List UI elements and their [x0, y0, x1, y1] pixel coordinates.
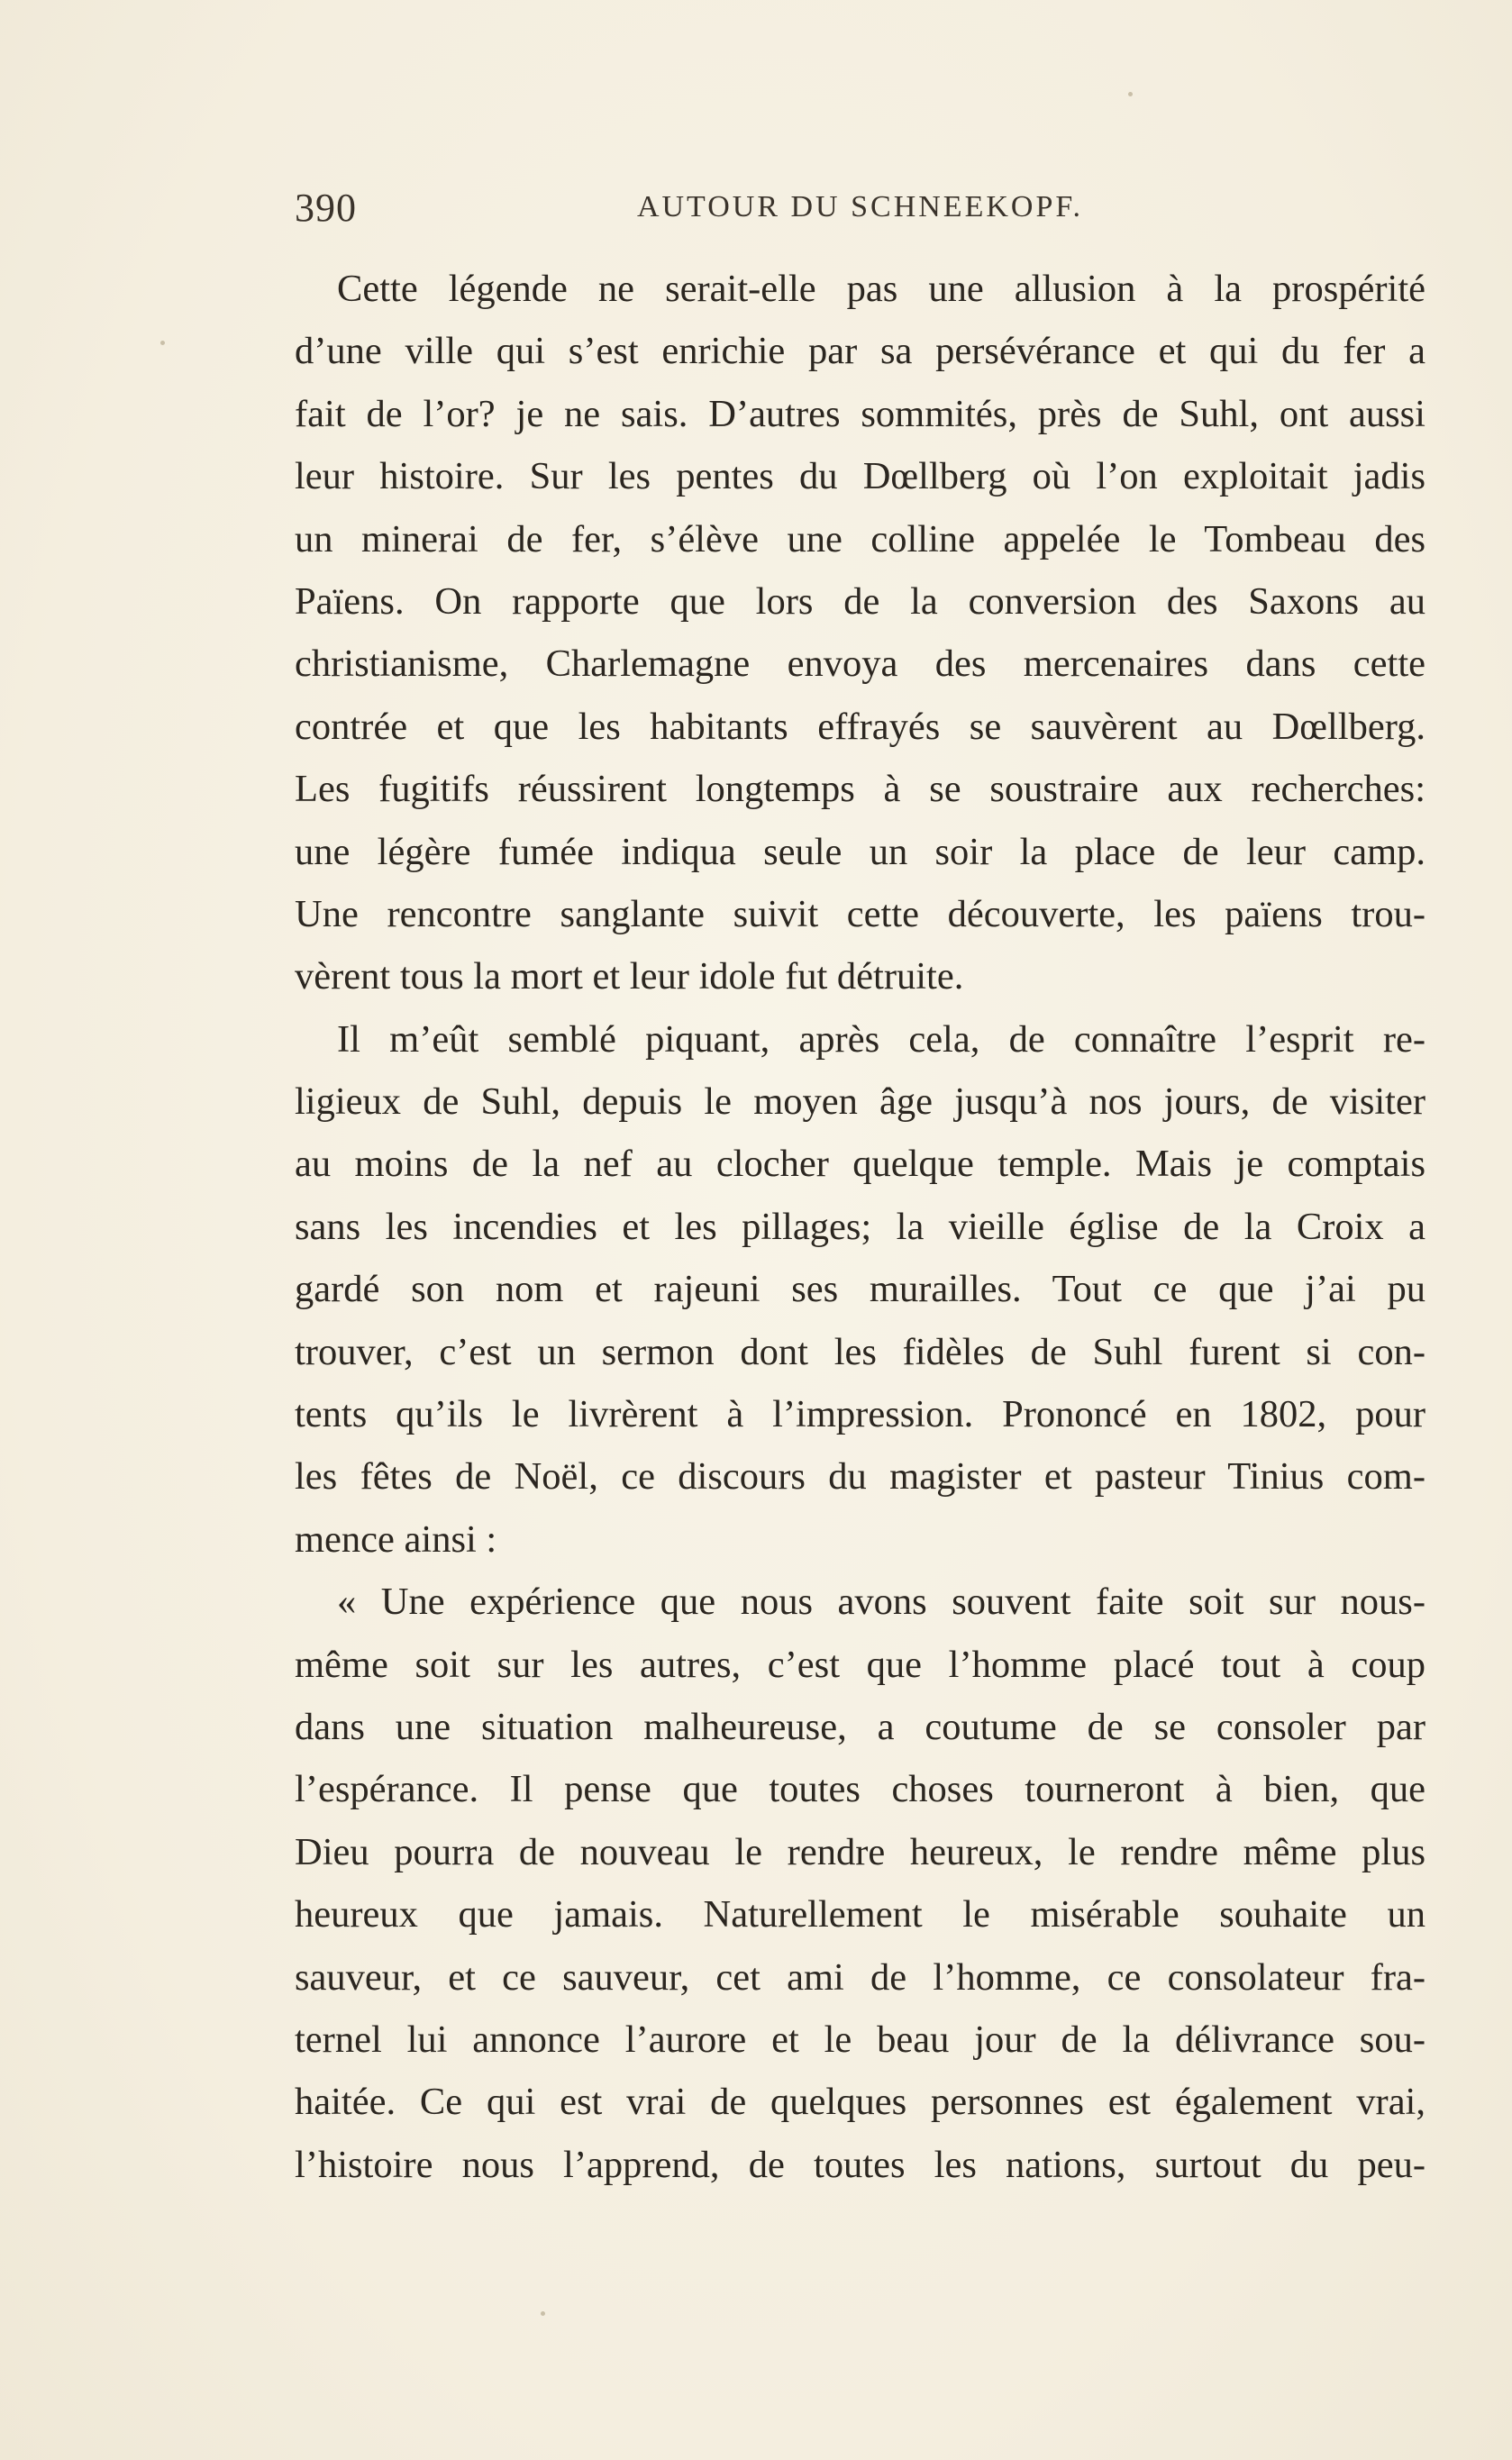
paper-speck — [541, 2311, 545, 2316]
text-line: même soit sur les autres, c’est que l’homme placé tout à coup — [295, 1643, 1425, 1686]
running-title: AUTOUR DU SCHNEEKOPF. — [636, 190, 1084, 223]
text-line: leur histoire. Sur les pentes du Dœllberg où l’on exploitait jadis — [295, 455, 1425, 498]
text-line: Les fugitifs réussirent longtemps à se soustraire aux recherches: — [295, 768, 1425, 811]
page-number: 390 — [295, 186, 357, 230]
text-line: heureux que jamais. Naturellement le misérable souhaite un — [295, 1893, 1425, 1936]
text-line: une légère fumée indiqua seule un soir la place de leur camp. — [295, 830, 1425, 873]
paragraph — [295, 258, 1425, 1008]
text-line: vèrent tous la mort et leur idole fut détruite. — [295, 955, 964, 998]
text-line: Une rencontre sanglante suivit cette découverte, les païens trou- — [295, 892, 1425, 935]
paragraph — [295, 1571, 1425, 2196]
text-line: Dieu pourra de nouveau le rendre heureux, le rendre même plus — [295, 1830, 1425, 1873]
text-line: Cette légende ne serait-elle pas une allusion à la prospérité — [337, 268, 1425, 310]
text-line: dans une situation malheureuse, a coutume de se consoler par — [295, 1705, 1425, 1748]
text-line: tents qu’ils le livrèrent à l’impression. Prononcé en 1802, pour — [295, 1393, 1425, 1436]
text-line: sans les incendies et les pillages; la vieille église de la Croix a — [295, 1205, 1425, 1248]
text-line: haitée. Ce qui est vrai de quelques personnes est également vrai, — [295, 2081, 1425, 2124]
text-line: trouver, c’est un sermon dont les fidèles de Suhl furent si con- — [295, 1330, 1425, 1373]
text-line: christianisme, Charlemagne envoya des mercenaires dans cette — [295, 642, 1425, 686]
text-line: fait de l’or? je ne sais. D’autres sommités, près de Suhl, ont aussi — [295, 392, 1425, 435]
text-line: gardé son nom et rajeuni ses murailles. Tout ce que j’ai pu — [295, 1268, 1425, 1311]
text-line: contrée et que les habitants effrayés se sauvèrent au Dœllberg. — [295, 705, 1425, 748]
text-line: ligieux de Suhl, depuis le moyen âge jusqu’à nos jours, de visiter — [295, 1080, 1425, 1124]
paragraph — [295, 1008, 1425, 1572]
paper-speck — [160, 341, 165, 345]
text-line: Il m’eût semblé piquant, après cela, de connaître l’esprit re- — [337, 1017, 1425, 1061]
text-line: ternel lui annonce l’aurore et le beau jour de la délivrance sou- — [295, 2018, 1425, 2061]
text-line: les fêtes de Noël, ce discours du magister et pasteur Tinius com- — [295, 1455, 1425, 1499]
text-line: sauveur, et ce sauveur, cet ami de l’homme, ce consolateur fra- — [295, 1955, 1425, 1999]
text-line: Païens. On rapporte que lors de la conversion des Saxons au — [295, 579, 1425, 623]
text-line: au moins de la nef au clocher quelque temple. Mais je comptais — [295, 1143, 1425, 1186]
body-text — [295, 258, 1425, 2196]
text-line: d’une ville qui s’est enrichie par sa persévérance et qui du fer a — [295, 330, 1425, 373]
paper-speck — [1128, 92, 1133, 96]
text-line: l’histoire nous l’apprend, de toutes les nations, surtout du peu- — [295, 2143, 1425, 2186]
text-line: un minerai de fer, s’élève une colline appelée le Tombeau des — [295, 517, 1425, 560]
text-line: mence ainsi : — [295, 1517, 497, 1561]
page-header — [295, 185, 1425, 239]
text-line: « Une expérience que nous avons souvent faite soit sur nous- — [337, 1581, 1425, 1624]
text-line: l’espérance. Il pense que toutes choses tourneront à bien, que — [295, 1768, 1425, 1811]
